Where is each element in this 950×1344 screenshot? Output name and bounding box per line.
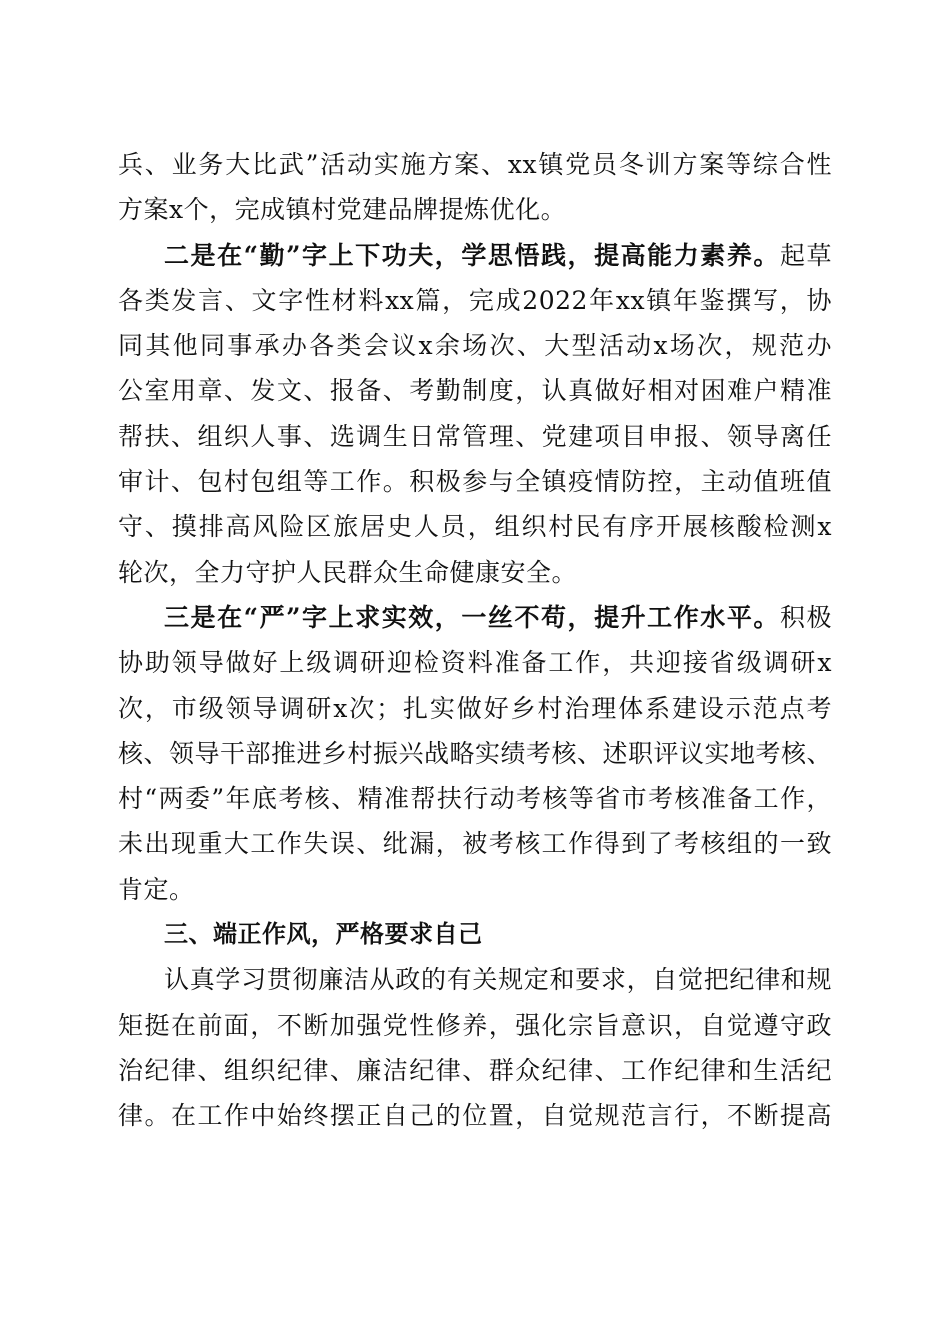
- paragraph-line: 核、领导干部推进乡村振兴战略实绩考核、述职评议实地考核、: [118, 738, 833, 768]
- paragraph-line: 认真学习贯彻廉洁从政的有关规定和要求，自觉把纪律和规: [164, 965, 832, 995]
- paragraph-line: 律。在工作中始终摆正自己的位置，自觉规范言行，不断提高: [118, 1101, 832, 1131]
- body-text: [118, 142, 832, 1139]
- paragraph-line: 帮扶、组织人事、选调生日常管理、党建项目申报、领导离任: [118, 421, 832, 451]
- paragraph-line: 公室用章、发文、报备、考勤制度，认真做好相对困难户精准: [118, 376, 832, 406]
- paragraph-line: 未出现重大工作失误、纰漏，被考核工作得到了考核组的一致: [118, 829, 832, 859]
- paragraph-text: 起草: [779, 240, 832, 270]
- paragraph-line: 肯定。: [118, 874, 195, 904]
- paragraph-line: 审计、包村包组等工作。积极参与全镇疫情防控，主动值班值: [118, 467, 832, 497]
- paragraph-line: 协助领导做好上级调研迎检资料准备工作，共迎接省级调研x: [118, 648, 832, 678]
- paragraph-lead: 三是在“严”字上求实效，一丝不苟，提升工作水平。: [164, 602, 780, 632]
- paragraph-line: 各类发言、文字性材料xx篇，完成2022年xx镇年鉴撰写，协: [118, 285, 832, 315]
- paragraph-line: 轮次，全力守护人民群众生命健康安全。: [118, 557, 578, 587]
- paragraph-text: 积极: [779, 602, 832, 632]
- paragraph-line: 村“两委”年底考核、精准帮扶行动考核等省市考核准备工作，: [118, 784, 832, 814]
- paragraph-line: 方案x个，完成镇村党建品牌提炼优化。: [118, 195, 567, 225]
- paragraph-line: [118, 595, 832, 640]
- paragraph-line: 兵、业务大比武”活动实施方案、xx镇党员冬训方案等综合性: [118, 150, 832, 179]
- paragraph-line: 同其他同事承办各类会议x余场次、大型活动x场次，规范办: [118, 331, 832, 361]
- paragraph-line: 次，市级领导调研x次；扎实做好乡村治理体系建设示范点考: [118, 693, 832, 723]
- paragraph-line: [118, 233, 832, 278]
- paragraph-line: 守、摸排高风险区旅居史人员，组织村民有序开展核酸检测x: [118, 512, 832, 542]
- paragraph-line: 矩挺在前面，不断加强党性修养，强化宗旨意识，自觉遵守政: [118, 1010, 832, 1040]
- paragraph-line: 治纪律、组织纪律、廉洁纪律、群众纪律、工作纪律和生活纪: [118, 1055, 832, 1085]
- section-heading: 三、端正作风，严格要求自己: [164, 920, 483, 949]
- paragraph-lead: 二是在“勤”字上下功夫，学思悟践，提高能力素养。: [164, 240, 780, 270]
